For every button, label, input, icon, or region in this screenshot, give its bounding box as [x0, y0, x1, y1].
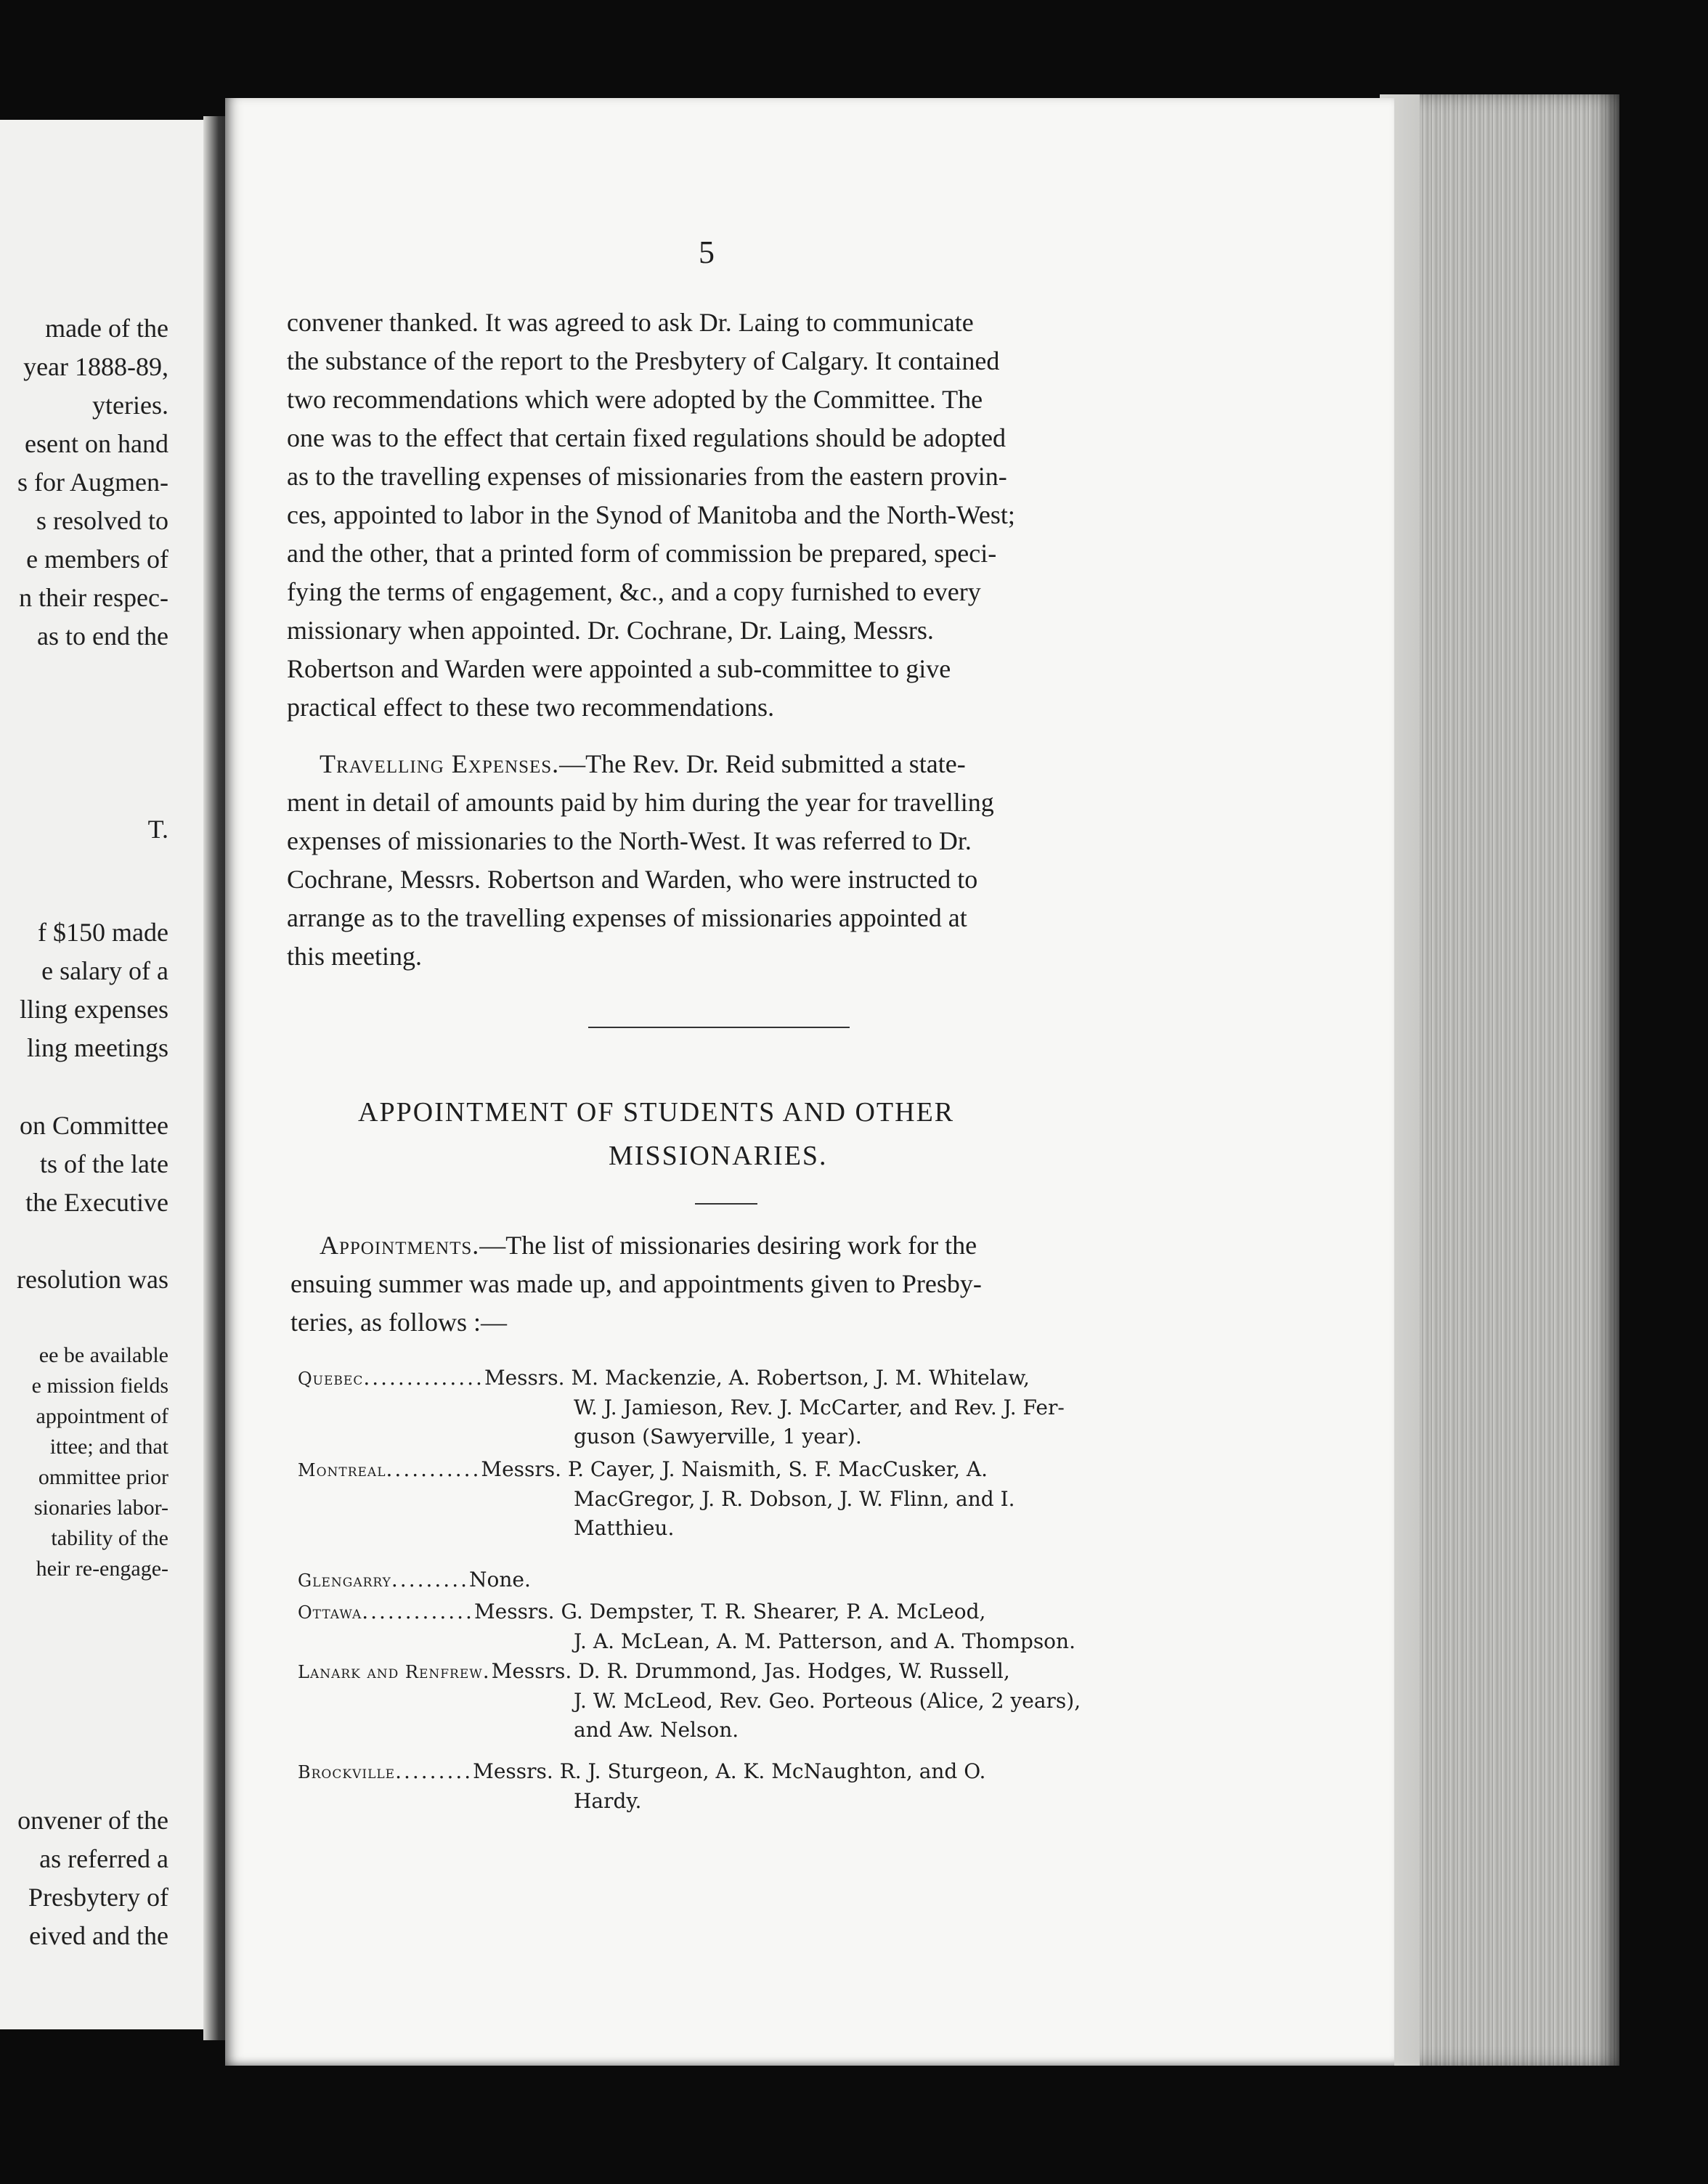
left-line: heir re-engage- [36, 1557, 168, 1581]
body-text: —The Rev. Dr. Reid submitted a state- [559, 749, 966, 778]
left-line: e mission fields [31, 1374, 168, 1398]
appointment-entry [298, 1657, 1176, 1745]
left-line: s for Augmen- [17, 468, 168, 497]
appointment-text: J. W. McLeod, Rev. Geo. Porteous (Alice, 2 years), [574, 1689, 1081, 1713]
left-line: esent on hand [25, 429, 168, 458]
leader-dots: ............. [362, 1600, 474, 1623]
body-text: —The list of missionaries desiring work for the [479, 1231, 977, 1260]
left-line: ittee; and that [49, 1435, 168, 1459]
left-line: n their respec- [19, 583, 168, 612]
left-line: sionaries labor- [33, 1496, 168, 1520]
body-line: Robertson and Warden were appointed a sub-committee to give [287, 654, 951, 683]
left-line: the Executive [25, 1188, 168, 1217]
left-line: as to end the [37, 622, 168, 651]
appointment-text: Hardy. [574, 1789, 642, 1813]
left-line: ommittee prior [38, 1465, 168, 1489]
body-line: practical effect to these two recommendations. [287, 693, 775, 722]
body-line: ensuing summer was made up, and appointments given to Presby- [290, 1269, 982, 1298]
book-page-edges [1380, 94, 1619, 2066]
page-number: 5 [699, 235, 715, 270]
leader-dots: ......... [391, 1568, 470, 1592]
appointment-text: Messrs. G. Dempster, T. R. Shearer, P. A. McLeod, [473, 1600, 986, 1623]
appointment-entry [298, 1757, 1176, 1816]
body-line: expenses of missionaries to the North-West. It was referred to Dr. [287, 826, 972, 855]
body-line [320, 1229, 977, 1261]
left-line: on Committee [20, 1111, 168, 1140]
left-line: yteries. [92, 391, 168, 420]
appointment-text: Messrs. P. Cayer, J. Naismith, S. F. MacCusker, A. [481, 1457, 988, 1481]
left-line: year 1888-89, [23, 352, 168, 381]
body-line [320, 748, 966, 780]
left-line: onvener of the [17, 1806, 168, 1835]
left-line: eived and the [29, 1921, 168, 1950]
section-heading: APPOINTMENT OF STUDENTS AND OTHER [358, 1097, 955, 1128]
section-heading: MISSIONARIES. [609, 1141, 828, 1171]
body-line: Cochrane, Messrs. Robertson and Warden, who were instructed to [287, 865, 978, 894]
appointment-entry [298, 1364, 1176, 1451]
left-line: appointment of [36, 1404, 168, 1428]
left-line: s resolved to [36, 506, 168, 535]
left-line: Presbytery of [28, 1883, 168, 1912]
appointment-text: Messrs. R. J. Sturgeon, A. K. McNaughton, and O. [473, 1759, 986, 1783]
body-line: this meeting. [287, 942, 422, 971]
body-line: ment in detail of amounts paid by him during the year for travelling [287, 788, 994, 817]
presbytery-name: Glengarry [298, 1570, 391, 1591]
appointment-entry [298, 1455, 1176, 1543]
left-line: as referred a [39, 1844, 168, 1873]
leader-dots: .............. [363, 1366, 484, 1390]
left-line: e salary of a [41, 956, 168, 985]
presbytery-name: Lanark and Renfrew [298, 1662, 483, 1682]
appointment-text: MacGregor, J. R. Dobson, J. W. Flinn, and I. [574, 1487, 1015, 1511]
appointment-text: Messrs. D. R. Drummond, Jas. Hodges, W. Russell, [491, 1659, 1010, 1683]
leader-dots: . [482, 1659, 492, 1683]
left-line: lling expenses [20, 995, 168, 1024]
left-line: ling meetings [27, 1033, 168, 1062]
leader-dots: ......... [395, 1759, 473, 1783]
appointment-text: Matthieu. [574, 1516, 675, 1540]
left-line: ts of the late [40, 1149, 168, 1178]
left-line: made of the [45, 314, 168, 343]
body-line: convener thanked. It was agreed to ask Dr. Laing to communicate [287, 308, 974, 337]
left-line: f $150 made [38, 918, 168, 947]
appointment-text: Messrs. M. Mackenzie, A. Robertson, J. M. Whitelaw, [484, 1366, 1030, 1390]
body-line: arrange as to the travelling expenses of missionaries appointed at [287, 903, 967, 932]
heading-rule [695, 1203, 757, 1205]
left-line: e members of [26, 545, 168, 574]
body-line: teries, as follows :— [290, 1308, 507, 1337]
left-page-fragment [0, 120, 219, 2029]
presbytery-name: Montreal [298, 1460, 386, 1480]
appointment-text: and Aw. Nelson. [574, 1718, 739, 1742]
appointment-text: None. [469, 1568, 531, 1592]
presbytery-name: Quebec [298, 1369, 364, 1389]
appointment-text: W. J. Jamieson, Rev. J. McCarter, and Rev. J. Fer- [574, 1395, 1065, 1419]
leader-dots: ........... [386, 1457, 481, 1481]
appointment-entry [298, 1565, 1176, 1595]
body-line: two recommendations which were adopted by the Committee. The [287, 385, 983, 414]
appointment-text: guson (Sawyerville, 1 year). [574, 1425, 862, 1448]
body-line: fying the terms of engagement, &c., and a copy furnished to every [287, 577, 981, 606]
section-lead: Travelling Expenses. [320, 749, 560, 778]
presbytery-name: Ottawa [298, 1602, 362, 1623]
appointment-entry [298, 1597, 1176, 1656]
body-line: one was to the effect that certain fixed regulations should be adopted [287, 423, 1006, 452]
body-line: ces, appointed to labor in the Synod of Manitoba and the North-West; [287, 500, 1015, 529]
left-line: T. [147, 815, 168, 844]
left-line: resolution was [17, 1265, 168, 1294]
left-line: tability of the [51, 1526, 168, 1550]
presbytery-name: Brockville [298, 1762, 396, 1782]
body-line: and the other, that a printed form of commission be prepared, speci- [287, 539, 997, 568]
body-line: missionary when appointed. Dr. Cochrane, Dr. Laing, Messrs. [287, 616, 934, 645]
body-line: the substance of the report to the Presbytery of Calgary. It contained [287, 346, 1000, 375]
appointment-text: J. A. McLean, A. M. Patterson, and A. Thompson. [574, 1629, 1075, 1653]
left-line: ee be available [38, 1343, 168, 1367]
section-divider [588, 1027, 850, 1028]
section-lead: Appointments. [320, 1231, 480, 1260]
body-line: as to the travelling expenses of missionaries from the eastern provin- [287, 462, 1007, 491]
